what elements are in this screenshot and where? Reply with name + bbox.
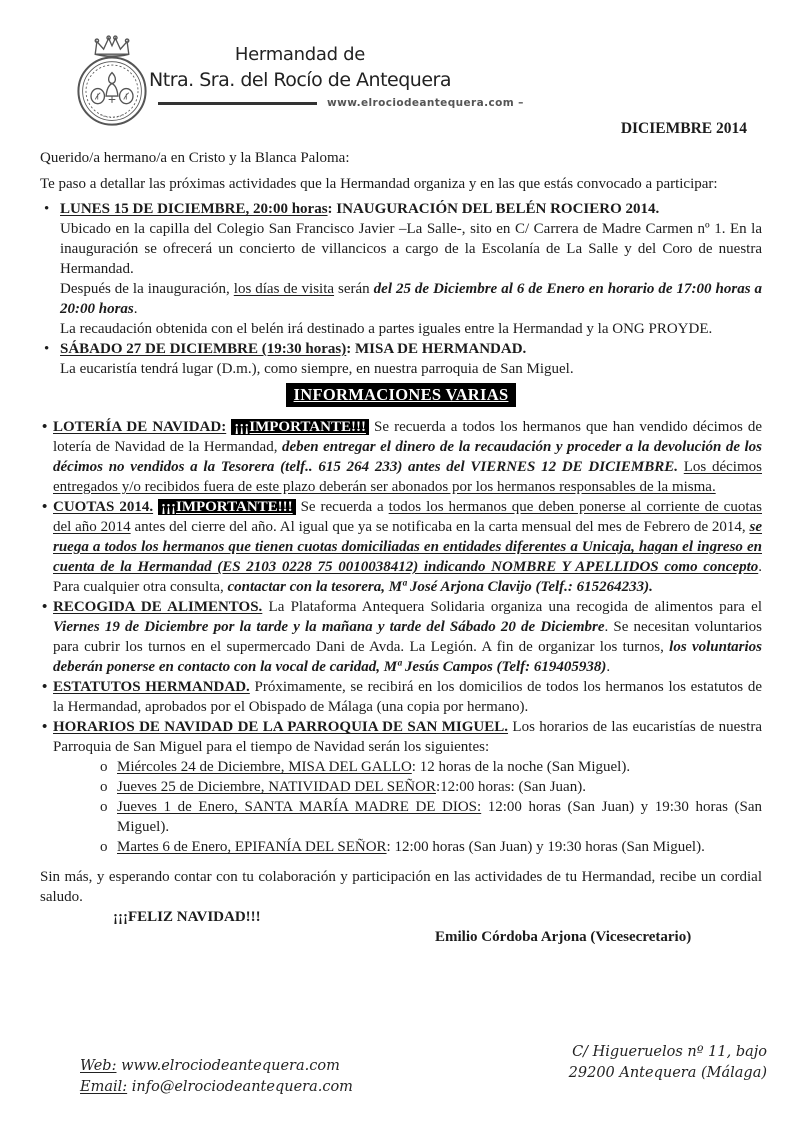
text-segment: CUOTAS 2014. (53, 499, 154, 515)
sub-bullet-icon: o (100, 779, 108, 795)
text-segment: Martes 6 de Enero, EPIFANÍA DEL SEÑOR (117, 839, 387, 855)
text-segment: . (133, 301, 138, 317)
text-segment: Los horarios de las eucaristías de nuestra Parroquia de San Miguel para el tiempo de Navidad serán los siguientes: (53, 719, 763, 755)
text-segment: LOTERÍA DE NAVIDAD: (53, 419, 227, 435)
text-segment: Ubicado en la capilla del Colegio San Francisco Javier –La Salle-, sito en C/ Carrera de Madre Carmen nº 1. En la inauguración se ofrecerá un concierto de villancicos a cargo de la Escolanía de La Salle y del Coro de nuestra Hermandad. (60, 221, 762, 277)
text-segment: La Plataforma Antequera Solidaria organiza una recogida de alimentos para el (262, 599, 762, 615)
document-date: DICIEMBRE 2014 (620, 120, 747, 137)
text-segment: deben entregar el dinero de la recaudación y proceder a la devolución de los décimos no vendidos a la Tesorera (telf.. 615 264 233) antes del VIERNES 12 DE DICIEMBRE. (53, 439, 762, 475)
text-segment: Los décimos entregados y/o recibidos fuera de este plazo deberán ser abonados por los hermanos responsables de la misma. (53, 459, 762, 495)
event-heading (60, 339, 762, 359)
greeting-line: Querido/a hermano/a en Cristo y la Blanca Paloma: (40, 150, 350, 166)
bullet-icon: • (42, 499, 48, 515)
event-paragraph (60, 279, 762, 319)
org-name-line1: Hermandad de (234, 44, 366, 65)
text-segment: Se recuerda a (295, 499, 389, 515)
schedule-text (117, 777, 762, 797)
info-item-estatutos (40, 677, 762, 717)
text-segment: . (606, 659, 611, 675)
text-segment: ¡¡¡IMPORTANTE!!! (231, 419, 369, 435)
intro-paragraph: Te paso a detallar las próximas actividades que la Hermandad organiza y en las que estás convocado a participar: (40, 176, 718, 192)
bullet-icon: • (42, 719, 48, 735)
event-paragraph (60, 359, 762, 379)
text-segment: La eucaristía tendrá lugar (D.m.), como siempre, en nuestra parroquia de San Miguel. (60, 361, 574, 377)
text-segment: del 25 de Diciembre al 6 de Enero en horario de 17:00 horas a 20:00 horas (60, 281, 763, 317)
address-line2: 29200 Antequera (Málaga) (568, 1065, 767, 1081)
text-segment: RECOGIDA DE ALIMENTOS. (53, 599, 263, 615)
event-item-misa (40, 339, 762, 379)
text-segment: Próximamente, se recibirá en los domicilios de todos los hermanos los estatutos de la Hermandad, aprobados por el Obispado de Málaga (una copia por hermano). (53, 679, 762, 715)
email-label: Email: (80, 1079, 128, 1095)
info-paragraph (53, 677, 762, 717)
bullet-icon: • (42, 679, 48, 695)
website-text: www.elrociodeantequera.com – (327, 97, 524, 109)
info-item-horarios (40, 717, 762, 857)
letterhead (88, 42, 524, 109)
bullet-icon: • (42, 419, 48, 435)
text-segment: . Se necesitan voluntarios para cubrir los turnos en el supermercado Dani de Avda. La Legión. A fin de organizar los turnos, (53, 619, 762, 655)
signature-line: Emilio Córdoba Arjona (Vicesecretario) (435, 929, 692, 945)
info-paragraph (53, 417, 762, 497)
org-name-line2: Ntra. Sra. del Rocío de Antequera (149, 69, 451, 91)
footer-web-line (80, 1056, 353, 1077)
text-segment: todos los hermanos que deben ponerse al corriente de cuotas del año 2014 (53, 499, 762, 535)
info-item-cuotas (40, 497, 762, 597)
text-segment: contactar con la tesorera, Mª José Arjona Clavijo (Telf.: 615264233). (227, 579, 653, 595)
text-segment: : 12:00 horas (San Juan) y 19:30 horas (San Miguel). (386, 839, 705, 855)
sub-bullet-icon: o (100, 799, 108, 815)
text-segment: Se recuerda a todos los hermanos que han vendido décimos de lotería de Navidad de la Hermandad, (53, 419, 763, 455)
info-paragraph (53, 717, 762, 757)
text-segment: : INAUGURACIÓN DEL BELÉN ROCIERO 2014. (327, 201, 660, 217)
text-segment: los voluntarios deberán ponerse en contacto con la vocal de caridad, Mª Jesús Campos (Telf: 619405938) (53, 639, 762, 675)
section-heading-row (40, 385, 762, 406)
schedule-item (96, 837, 762, 857)
text-segment: SÁBADO 27 DE DICIEMBRE (19:30 horas) (60, 341, 347, 357)
letterhead-rule-row (88, 97, 524, 109)
events-list (40, 199, 762, 379)
event-item-belen (40, 199, 762, 339)
schedule-text (117, 797, 762, 837)
text-segment: serán (334, 281, 374, 297)
schedule-item (96, 777, 762, 797)
schedule-text (117, 837, 762, 857)
schedule-item (96, 757, 762, 777)
info-paragraph (53, 497, 762, 597)
text-segment: ¡¡¡IMPORTANTE!!! (158, 499, 296, 515)
letter-body (40, 148, 762, 947)
text-segment: antes del cierre del año. Al igual que ya se notificaba en la carta mensual del mes de Febrero de 2014, (130, 519, 750, 535)
address-line1: C/ Higueruelos nº 11, bajo (572, 1044, 767, 1060)
footer-email-line (80, 1077, 353, 1098)
email-address-text: info@elrociodeantequera.com (127, 1079, 353, 1095)
web-url-text: www.elrociodeantequera.com (116, 1058, 340, 1074)
closing-paragraph: Sin más, y esperando contar con tu colaboración y participación en las actividades de tu Hermandad, recibe un cordial saludo. (40, 869, 762, 905)
section-heading-informaciones-varias: INFORMACIONES VARIAS (286, 383, 517, 407)
text-segment: Miércoles 24 de Diciembre, MISA DEL GALLO (117, 759, 412, 775)
text-segment: Después de la inauguración, (60, 281, 234, 297)
text-segment: 12:00 horas (San Juan) y 19:30 horas (San Miguel). (117, 799, 762, 835)
sub-bullet-icon: o (100, 839, 108, 855)
text-segment: : 12 horas de la noche (San Miguel). (411, 759, 631, 775)
text-segment: La recaudación obtenida con el belén irá destinado a partes iguales entre la Hermandad y la ONG PROYDE. (60, 321, 713, 337)
text-segment: :12:00 horas: (San Juan). (435, 779, 586, 795)
bullet-icon: • (42, 599, 48, 615)
text-segment: LUNES 15 DE DICIEMBRE, 20:00 horas (60, 201, 328, 217)
web-label: Web: (80, 1058, 117, 1074)
text-segment: : MISA DE HERMANDAD. (346, 341, 527, 357)
info-item-loteria (40, 417, 762, 497)
text-segment: Jueves 1 de Enero, SANTA MARÍA MADRE DE DIOS: (117, 799, 482, 815)
footer (80, 1042, 767, 1098)
postal-address (569, 1042, 767, 1098)
sub-bullet-icon: o (100, 759, 108, 775)
info-list (40, 417, 762, 857)
schedule-text (117, 757, 762, 777)
feliz-navidad-line: ¡¡¡FELIZ NAVIDAD!!! (113, 909, 261, 925)
schedule-item (96, 797, 762, 837)
contact-info (80, 1056, 353, 1098)
event-heading (60, 199, 762, 219)
bullet-icon: • (44, 201, 50, 217)
text-segment: . Para cualquier otra consulta, (53, 559, 762, 595)
info-paragraph (53, 597, 762, 677)
event-paragraph (60, 319, 762, 339)
event-paragraph (60, 219, 762, 279)
text-segment: Jueves 25 de Diciembre, NATIVIDAD DEL SEÑOR (117, 779, 436, 795)
bullet-icon: • (44, 341, 50, 357)
text-segment: ESTATUTOS HERMANDAD. (53, 679, 250, 695)
text-segment: HORARIOS DE NAVIDAD DE LA PARROQUIA DE SAN MIGUEL. (53, 719, 509, 735)
text-segment: los días de visita (233, 281, 335, 297)
text-segment: Viernes 19 de Diciembre por la tarde y la mañana y tarde del Sábado 20 de Diciembre (53, 619, 605, 635)
horizontal-rule (158, 102, 317, 105)
info-item-recogida-alimentos (40, 597, 762, 677)
text-segment: se ruega a todos los hermanos que tienen cuotas domiciliadas en entidades diferentes a Unicaja, hagan el ingreso en cuenta de la Hermandad (ES 2103 0228 75 0010038412) indicando NOMBRE Y APELLIDOS como concepto (53, 519, 763, 575)
